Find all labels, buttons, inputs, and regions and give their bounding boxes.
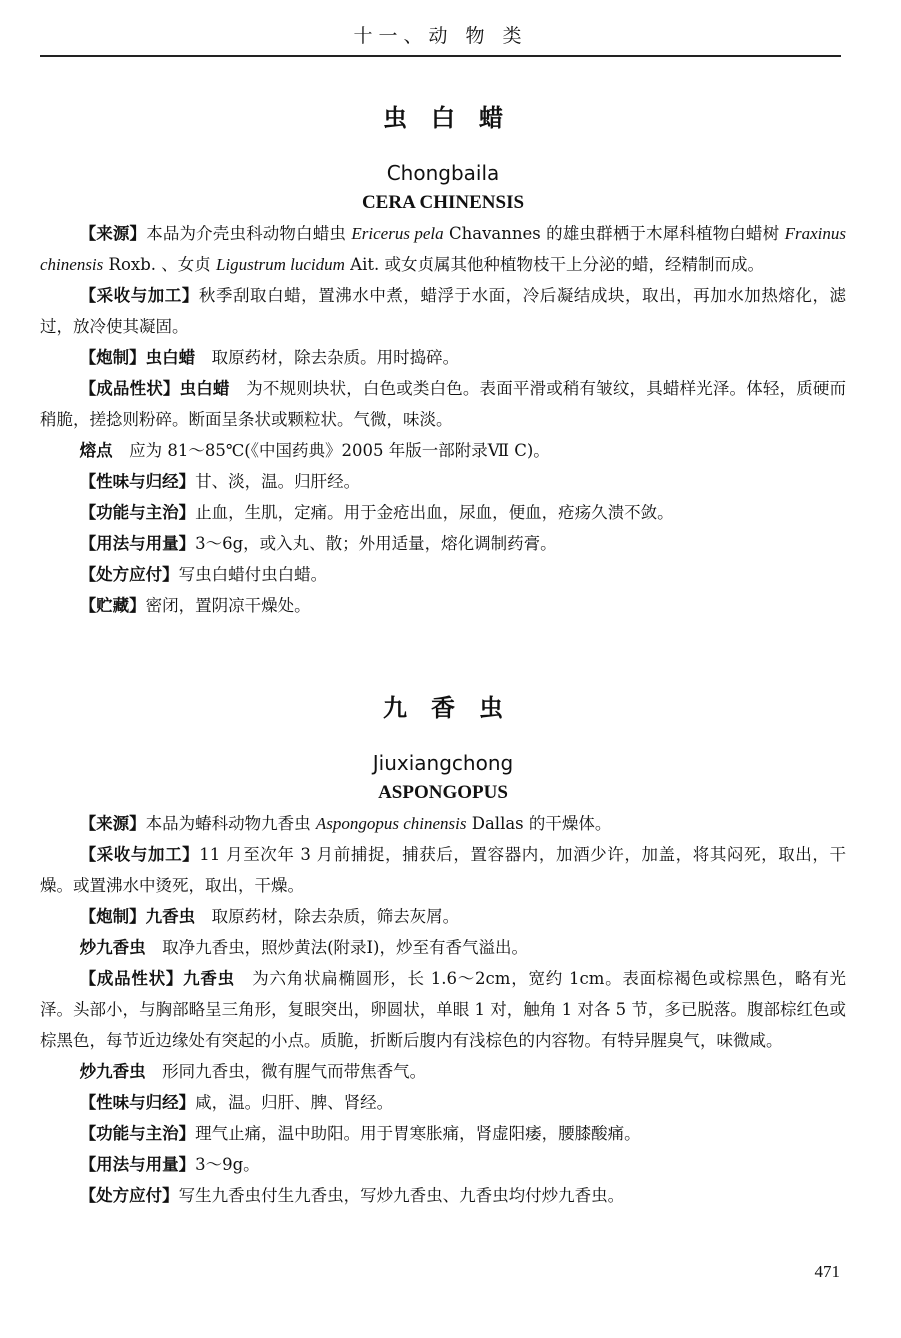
- prescription-paragraph: 【处方应付】写生九香虫付生九香虫，写炒九香虫、九香虫均付炒九香虫。: [79, 1186, 625, 1205]
- properties-paragraph: 【成品性状】九香虫 为六角状扁椭圆形，长 1.6～2cm，宽约 1cm。表面棕褐色或棕黑色，略有光泽。头部小，与胸部略呈三角形，复眼突出，卵圆状，单眼 1 对，触角 1 对各 5 节，多已脱落。腹部棕红色或棕黑色，每节近边缘处有突起的小点。质脆，折断后腹内有浅棕色的内容物。有特异腥臭气，味微咸。: [40, 969, 847, 1050]
- species-name: Aspongopus chinensis: [315, 814, 467, 833]
- harvest-paragraph: 【采收与加工】11 月至次年 3 月前捕捉，捕获后，置容器内，加酒少许，加盖，将其闷死，取出，干燥。或置沸水中烫死，取出，干燥。: [40, 845, 847, 895]
- taste-meridian-paragraph: 【性味与归经】咸，温。归肝、脾、肾经。: [79, 1093, 394, 1112]
- storage-paragraph: 【贮藏】密闭，置阴凉干燥处。: [79, 596, 311, 615]
- running-header: 十一、动 物 类: [353, 25, 528, 47]
- function-paragraph: 【功能与主治】理气止痛，温中助阳。用于胃寒胀痛，肾虚阳痿，腰膝酸痛。: [79, 1124, 641, 1143]
- monograph-latin-name: ASPONGOPUS: [378, 782, 508, 803]
- processing-paragraph: 【炮制】九香虫 取原药材，除去杂质，筛去灰屑。: [79, 907, 460, 926]
- monograph-title: 虫白蜡: [383, 103, 527, 132]
- prescription-paragraph: 【处方应付】写虫白蜡付虫白蜡。: [79, 565, 328, 584]
- properties-paragraph: 【成品性状】虫白蜡 为不规则块状，白色或类白色。表面平滑或稍有皱纹，具蜡样光泽。体轻，质硬而稍脆，搓捻则粉碎。断面呈条状或颗粒状。气微，味淡。: [40, 379, 847, 429]
- header-rule: [40, 55, 841, 57]
- monograph-cera-chinensis: [40, 98, 846, 621]
- properties-fried-paragraph: 炒九香虫 形同九香虫，微有腥气而带焦香气。: [79, 1062, 427, 1081]
- processing-fried-paragraph: 炒九香虫 取净九香虫，照炒黄法(附录Ⅰ)，炒至有香气溢出。: [79, 938, 528, 957]
- page-number: 471: [814, 1262, 840, 1281]
- function-paragraph: 【功能与主治】止血，生肌，定痛。用于金疮出血，尿血，便血，疮疡久溃不敛。: [79, 503, 674, 522]
- dosage-paragraph: 【用法与用量】3～9g。: [79, 1155, 260, 1174]
- species-name: Fraxinus chinensis: [40, 224, 847, 274]
- dosage-paragraph: 【用法与用量】3～6g，或入丸、散；外用适量，熔化调制药膏。: [79, 534, 557, 553]
- harvest-paragraph: 【采收与加工】秋季刮取白蜡，置沸水中煮，蜡浮于水面，冷后凝结成块，取出，再加水加热熔化，滤过，放冷使其凝固。: [40, 286, 847, 336]
- monograph-aspongopus: [40, 688, 846, 1211]
- source-paragraph: 【来源】本品为介壳虫科动物白蜡虫 Ericerus pela Chavannes 的雄虫群栖于木犀科植物白蜡树 Fraxinus chinensis Roxb. 、女贞 Ligustrum lucidum Ait. 或女贞属其他种植物枝干上分泌的蜡，经精制而成。: [40, 224, 847, 274]
- species-name: Ericerus pela: [351, 224, 444, 243]
- monograph-latin-name: CERA CHINENSIS: [361, 192, 525, 213]
- taste-meridian-paragraph: 【性味与归经】甘、淡，温。归肝经。: [79, 472, 361, 491]
- source-paragraph: 【来源】本品为蝽科动物九香虫 Aspongopus chinensis Dallas 的干燥体。: [79, 814, 612, 833]
- processing-paragraph: 【炮制】虫白蜡 取原药材，除去杂质。用时捣碎。: [79, 348, 460, 367]
- monograph-title: 九香虫: [383, 693, 527, 722]
- melting-point-paragraph: 熔点 应为 81～85℃(《中国药典》2005 年版一部附录Ⅶ C)。: [79, 441, 550, 460]
- species-name: Ligustrum lucidum: [216, 255, 345, 274]
- monograph-pinyin: Chongbaila: [386, 161, 500, 185]
- monograph-pinyin: Jiuxiangchong: [372, 751, 514, 775]
